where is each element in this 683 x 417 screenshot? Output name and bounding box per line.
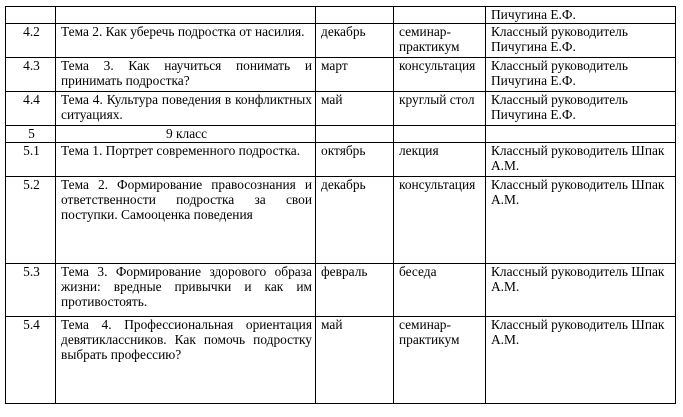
table-row: [6, 24, 676, 58]
row-form: консультация: [394, 58, 486, 92]
row-responsible: Классный руководитель Пичугина Е.Ф.: [486, 58, 676, 92]
row-month: октябрь: [316, 143, 394, 177]
row-responsible: Классный руководитель Шпак А.М.: [486, 177, 676, 264]
table-row: [6, 92, 676, 126]
row-responsible: Классный руководитель Пичугина Е.Ф.: [486, 92, 676, 126]
table-row: [6, 317, 676, 404]
row-number: [6, 7, 56, 24]
row-month: май: [316, 92, 394, 126]
row-form: семинар-практикум: [394, 317, 486, 404]
row-responsible: Классный руководитель Шпак А.М.: [486, 317, 676, 404]
row-responsible: Пичугина Е.Ф.: [486, 7, 676, 24]
row-form: лекция: [394, 143, 486, 177]
row-month: [316, 126, 394, 143]
section-heading: 9 класс: [56, 126, 316, 143]
row-month: февраль: [316, 264, 394, 317]
row-form: [394, 126, 486, 143]
table-row: [6, 177, 676, 264]
row-responsible: Классный руководитель Шпак А.М.: [486, 264, 676, 317]
row-number: 4.4: [6, 92, 56, 126]
table-row: [6, 126, 676, 143]
row-month: декабрь: [316, 24, 394, 58]
row-number: 4.3: [6, 58, 56, 92]
row-month: март: [316, 58, 394, 92]
row-topic: Тема 2. Формирование правосознания и ответственности подростка за свои поступки. Самооценка поведения: [56, 177, 316, 264]
row-number: 5: [6, 126, 56, 143]
table-row: [6, 58, 676, 92]
table-row: [6, 264, 676, 317]
row-number: 5.2: [6, 177, 56, 264]
row-topic: Тема 1. Портрет современного подростка.: [56, 143, 316, 177]
table-row: [6, 7, 676, 24]
row-responsible: Классный руководитель Пичугина Е.Ф.: [486, 24, 676, 58]
row-topic: Тема 3. Как научиться понимать и принимать подростка?: [56, 58, 316, 92]
row-month: май: [316, 317, 394, 404]
row-responsible: [486, 126, 676, 143]
row-form: беседа: [394, 264, 486, 317]
row-topic: [56, 7, 316, 24]
row-number: 4.2: [6, 24, 56, 58]
row-form: консультация: [394, 177, 486, 264]
row-number: 5.4: [6, 317, 56, 404]
row-topic: Тема 4. Профессиональная ориентация девятиклассников. Как помочь подростку выбрать профессию?: [56, 317, 316, 404]
row-topic: Тема 2. Как уберечь подростка от насилия.: [56, 24, 316, 58]
row-number: 5.3: [6, 264, 56, 317]
row-topic: Тема 4. Культура поведения в конфликтных ситуациях.: [56, 92, 316, 126]
row-topic: Тема 3. Формирование здорового образа жизни: вредные привычки и как им противостоять.: [56, 264, 316, 317]
table-row: [6, 143, 676, 177]
row-form: семинар-практикум: [394, 24, 486, 58]
row-form: круглый стол: [394, 92, 486, 126]
events-table: [5, 6, 676, 404]
row-number: 5.1: [6, 143, 56, 177]
row-month: декабрь: [316, 177, 394, 264]
row-responsible: Классный руководитель Шпак А.М.: [486, 143, 676, 177]
row-month: [316, 7, 394, 24]
row-form: [394, 7, 486, 24]
